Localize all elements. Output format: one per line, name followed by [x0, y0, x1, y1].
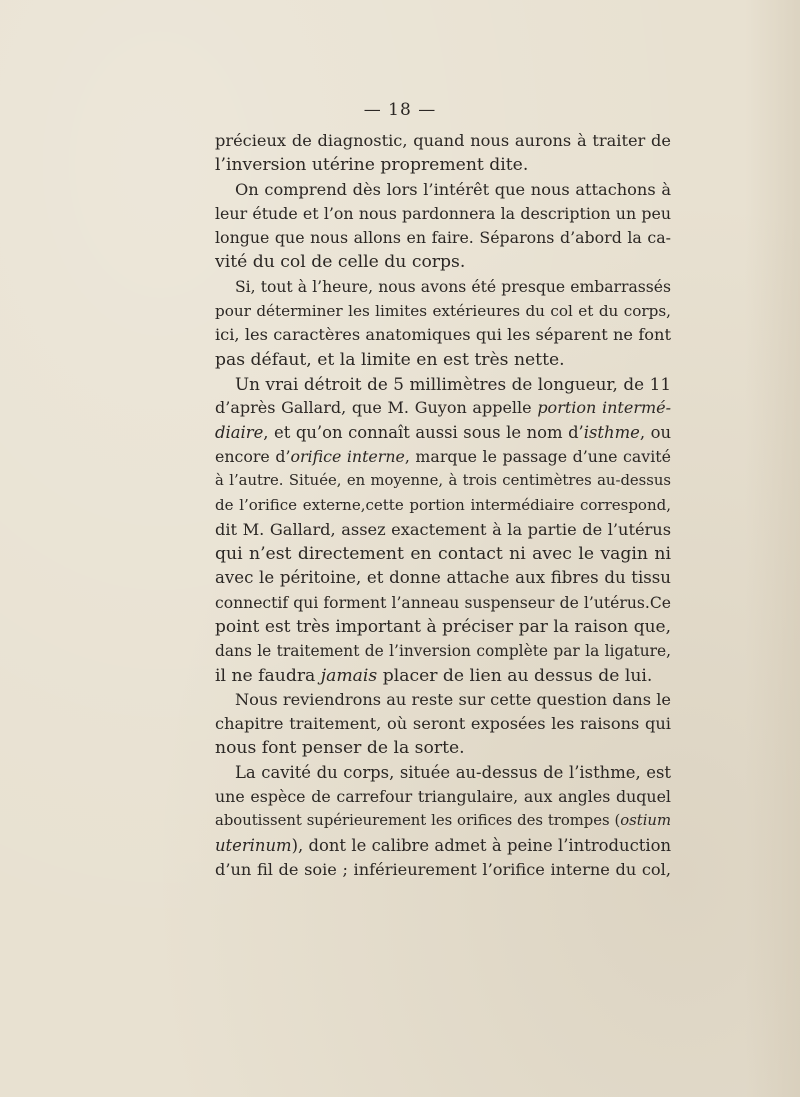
text-segment: aboutissent supérieurement les orifices des trompes ( — [215, 812, 621, 830]
text-segment: , ou — [639, 422, 671, 442]
text-line — [215, 712, 671, 736]
text-line — [215, 688, 671, 712]
italic-text: ostium — [620, 812, 671, 830]
text-line — [215, 761, 671, 785]
text-line — [215, 858, 671, 882]
text-segment: à l’autre. Située, en moyenne, à trois centimètres au-dessus — [215, 472, 671, 490]
text-line — [215, 736, 671, 760]
text-segment: ici, les caractères anatomiques qui les séparent ne font — [215, 325, 671, 345]
text-segment: , et qu’on connaît aussi sous le nom d’ — [263, 422, 584, 442]
italic-text: diaire — [215, 422, 264, 442]
page-number: — 18 — — [363, 100, 437, 120]
text-segment: , marque le passage d’une cavité — [404, 446, 671, 466]
text-segment: ), dont le calibre admet à peine l’introduction — [291, 835, 671, 855]
text-line — [215, 396, 671, 420]
text-segment: pour déterminer les limites extérieures du col et du corps, — [215, 302, 671, 321]
italic-text: portion intermé- — [537, 398, 672, 418]
text-line — [215, 348, 671, 372]
text-segment: leur étude et l’on nous pardonnera la description un peu — [215, 203, 671, 223]
text-line — [215, 299, 671, 323]
text-line — [215, 809, 671, 833]
text-segment: d’après Gallard, que M. Guyon appelle — [215, 398, 538, 418]
text-segment: dit M. Gallard, assez exactement à la partie de l’utérus — [215, 519, 671, 539]
text-line — [215, 250, 671, 274]
text-line — [215, 639, 671, 663]
text-line — [215, 372, 671, 396]
text-line — [215, 518, 671, 542]
text-segment: chapitre traitement, où seront exposées les raisons qui — [215, 714, 671, 734]
text-line — [215, 591, 671, 615]
text-line — [215, 226, 671, 250]
text-line — [215, 178, 671, 202]
text-segment: d’un fil de soie ; inférieurement l’orifice interne du col, — [215, 859, 671, 879]
body-text — [215, 129, 671, 882]
text-segment: longue que nous allons en faire. Séparons d’abord la ca- — [215, 228, 671, 248]
text-line — [215, 785, 671, 809]
text-line — [215, 664, 671, 688]
text-line — [215, 421, 671, 445]
text-segment: Si, tout à l’heure, nous avons été presque embarrassés — [235, 277, 671, 296]
text-line — [215, 202, 671, 226]
text-line — [215, 153, 671, 177]
text-line — [215, 542, 671, 566]
text-segment: précieux de diagnostic, quand nous aurons à traiter de — [215, 131, 671, 150]
italic-text: orifice interne — [290, 446, 405, 466]
text-segment: dans le traitement de l’inversion complète par la ligature, — [215, 642, 671, 661]
text-segment: une espèce de carrefour triangulaire, aux angles duquel — [215, 787, 671, 807]
italic-text: uterinum — [215, 835, 292, 855]
text-segment: vité du col de celle du corps. — [215, 252, 466, 273]
text-segment: nous font penser de la sorte. — [215, 738, 465, 759]
text-line — [215, 323, 671, 347]
text-segment: avec le péritoine, et donne attache aux fibres du tissu — [215, 568, 671, 588]
text-segment: On comprend dès lors l’intérêt que nous attachons à — [235, 179, 671, 199]
text-segment: connectif qui forment l’anneau suspenseur de l’utérus.Ce — [215, 593, 671, 612]
text-segment: il ne faudra — [215, 665, 321, 686]
text-line — [215, 566, 671, 590]
text-line — [215, 493, 671, 517]
italic-text: jamais — [320, 665, 378, 686]
italic-text: isthme — [583, 422, 640, 442]
text-line — [215, 275, 671, 299]
text-segment: Un vrai détroit de 5 millimètres de longueur, de 11 — [235, 373, 671, 394]
text-line — [215, 469, 671, 493]
text-line — [215, 129, 671, 153]
text-segment: qui n’est directement en contact ni avec le vagin ni — [215, 544, 671, 565]
text-segment: point est très important à préciser par la raison que, — [215, 616, 671, 637]
text-segment: encore d’ — [215, 446, 291, 466]
text-segment: placer de lien au dessus de lui. — [377, 665, 653, 686]
text-line — [215, 615, 671, 639]
text-segment: de l’orifice externe,cette portion intermédiaire correspond, — [215, 496, 671, 515]
text-segment: l’inversion utérine proprement dite. — [215, 155, 529, 176]
text-segment: La cavité du corps, située au-dessus de l’isthme, est — [235, 762, 671, 782]
text-segment: pas défaut, et la limite en est très nette. — [215, 349, 565, 370]
text-line — [215, 834, 671, 858]
text-segment: Nous reviendrons au reste sur cette question dans le — [235, 689, 671, 709]
text-line — [215, 445, 671, 469]
